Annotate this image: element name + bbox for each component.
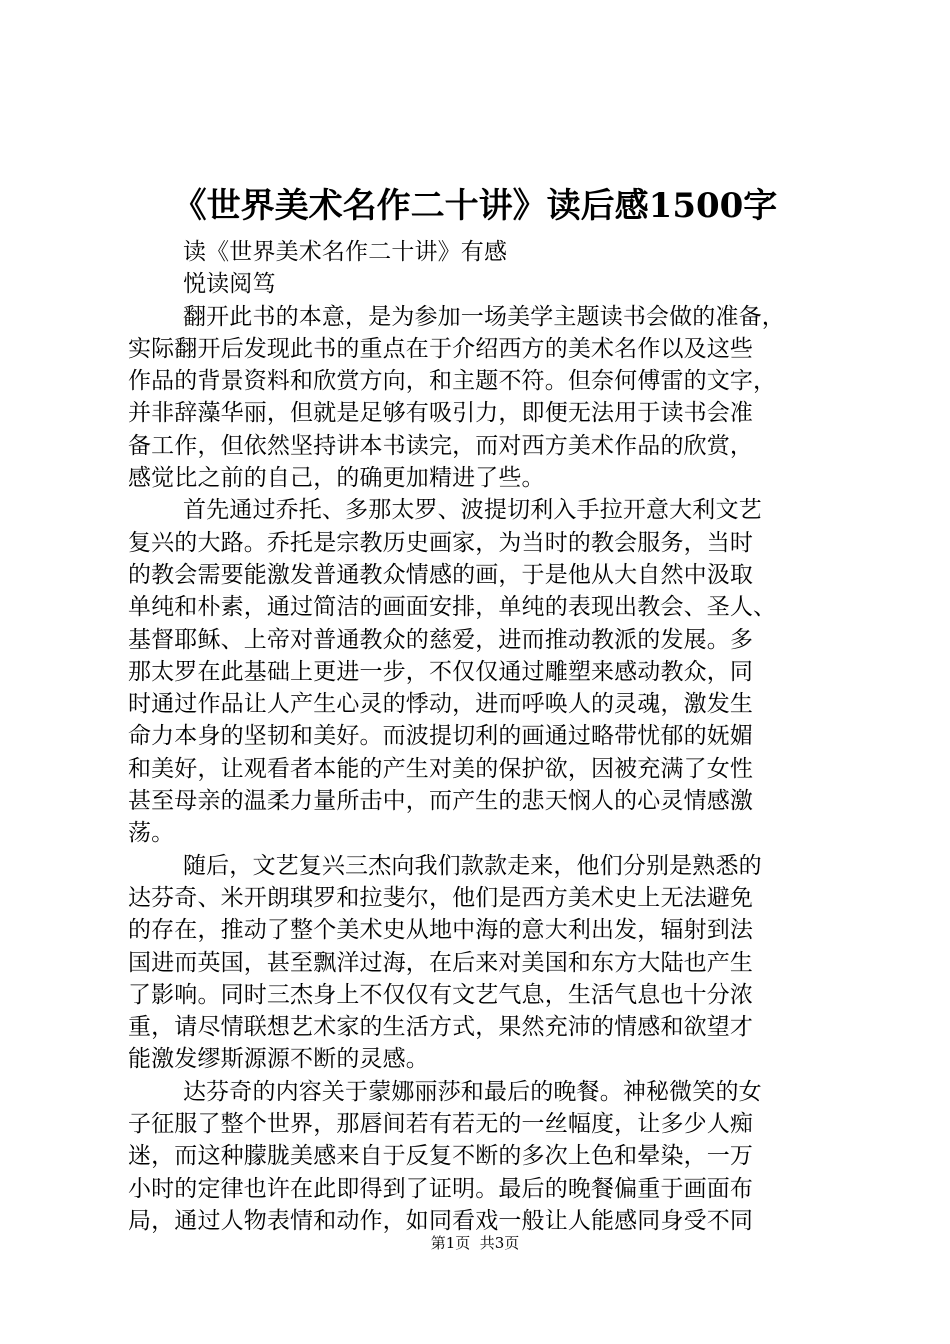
paragraph-2-line: 的教会需要能激发普通教众情感的画，于是他从大自然中汲取	[128, 561, 754, 588]
document-title: 《世界美术名作二十讲》读后感1500字	[172, 186, 778, 226]
paragraph-3-line: 了影响。同时三杰身上不仅仅有文艺气息，生活气息也十分浓	[128, 981, 754, 1008]
paragraph-1-line: 备工作，但依然坚持讲本书读完，而对西方美术作品的欣赏，	[128, 432, 754, 459]
paragraph-1-line: 实际翻开后发现此书的重点在于介绍西方的美术名作以及这些	[128, 335, 754, 362]
paragraph-3-line: 重，请尽情联想艺术家的生活方式，果然充沛的情感和欲望才	[128, 1014, 754, 1041]
paragraph-4-line: 迷，而这种朦胧美感来自于反复不断的多次上色和晕染，一万	[128, 1143, 754, 1170]
paragraph-2-line: 基督耶稣、上帝对普通教众的慈爱，进而推动教派的发展。多	[128, 626, 754, 653]
paragraph-1-line: 作品的背景资料和欣赏方向，和主题不符。但奈何傅雷的文字，	[128, 368, 777, 395]
paragraph-4-line: 局，通过人物表情和动作，如同看戏一般让人能感同身受不同	[128, 1207, 754, 1234]
paragraph-3-line: 国进而英国，甚至飘洋过海，在后来对美国和东方大陆也产生	[128, 949, 754, 976]
page-footer: 第1页 共3页	[430, 1234, 520, 1252]
paragraph-2-line: 命力本身的坚韧和美好。而波提切利的画通过略带忧郁的妩媚	[128, 723, 754, 750]
paragraph-1-line: 感觉比之前的自己，的确更加精进了些。	[128, 465, 545, 492]
paragraph-3-line: 能激发缪斯源源不断的灵感。	[128, 1046, 429, 1073]
paragraph-2-line: 时通过作品让人产生心灵的悸动，进而呼唤人的灵魂，激发生	[128, 691, 754, 718]
paragraph-3-line: 随后，文艺复兴三杰向我们款款走来，他们分别是熟悉的	[183, 852, 762, 879]
paragraph-2-line: 和美好，让观看者本能的产生对美的保护欲，因被充满了女性	[128, 755, 754, 782]
paragraph-2-line: 甚至母亲的温柔力量所击中，而产生的悲天悯人的心灵情感激	[128, 788, 754, 815]
paragraph-3-line: 的存在，推动了整个美术史从地中海的意大利出发，辐射到法	[128, 917, 754, 944]
paragraph-2-line: 复兴的大路。乔托是宗教历史画家，为当时的教会服务，当时	[128, 529, 754, 556]
paragraph-4-line: 达芬奇的内容关于蒙娜丽莎和最后的晚餐。神秘微笑的女	[183, 1078, 762, 1105]
paragraph-1-line: 翻开此书的本意，是为参加一场美学主题读书会做的准备，	[183, 303, 785, 330]
author-line: 悦读阅笃	[183, 271, 276, 298]
paragraph-3-line: 达芬奇、米开朗琪罗和拉斐尔，他们是西方美术史上无法避免	[128, 884, 754, 911]
paragraph-4-line: 子征服了整个世界，那唇间若有若无的一丝幅度，让多少人痴	[128, 1111, 754, 1138]
document-body	[128, 236, 828, 1237]
paragraph-2-line: 那太罗在此基础上更进一步，不仅仅通过雕塑来感动教众，同	[128, 658, 754, 685]
paragraph-1-line: 并非辞藻华丽，但就是足够有吸引力，即便无法用于读书会准	[128, 400, 754, 427]
subtitle-line: 读《世界美术名作二十讲》有感	[183, 239, 508, 265]
paragraph-2-line: 单纯和朴素，通过简洁的画面安排，单纯的表现出教会、圣人、	[128, 594, 777, 621]
paragraph-4-line: 小时的定律也许在此即得到了证明。最后的晚餐偏重于画面布	[128, 1175, 754, 1202]
paragraph-2-line: 荡。	[128, 820, 175, 847]
paragraph-2-line: 首先通过乔托、多那太罗、波提切利入手拉开意大利文艺	[183, 497, 762, 524]
